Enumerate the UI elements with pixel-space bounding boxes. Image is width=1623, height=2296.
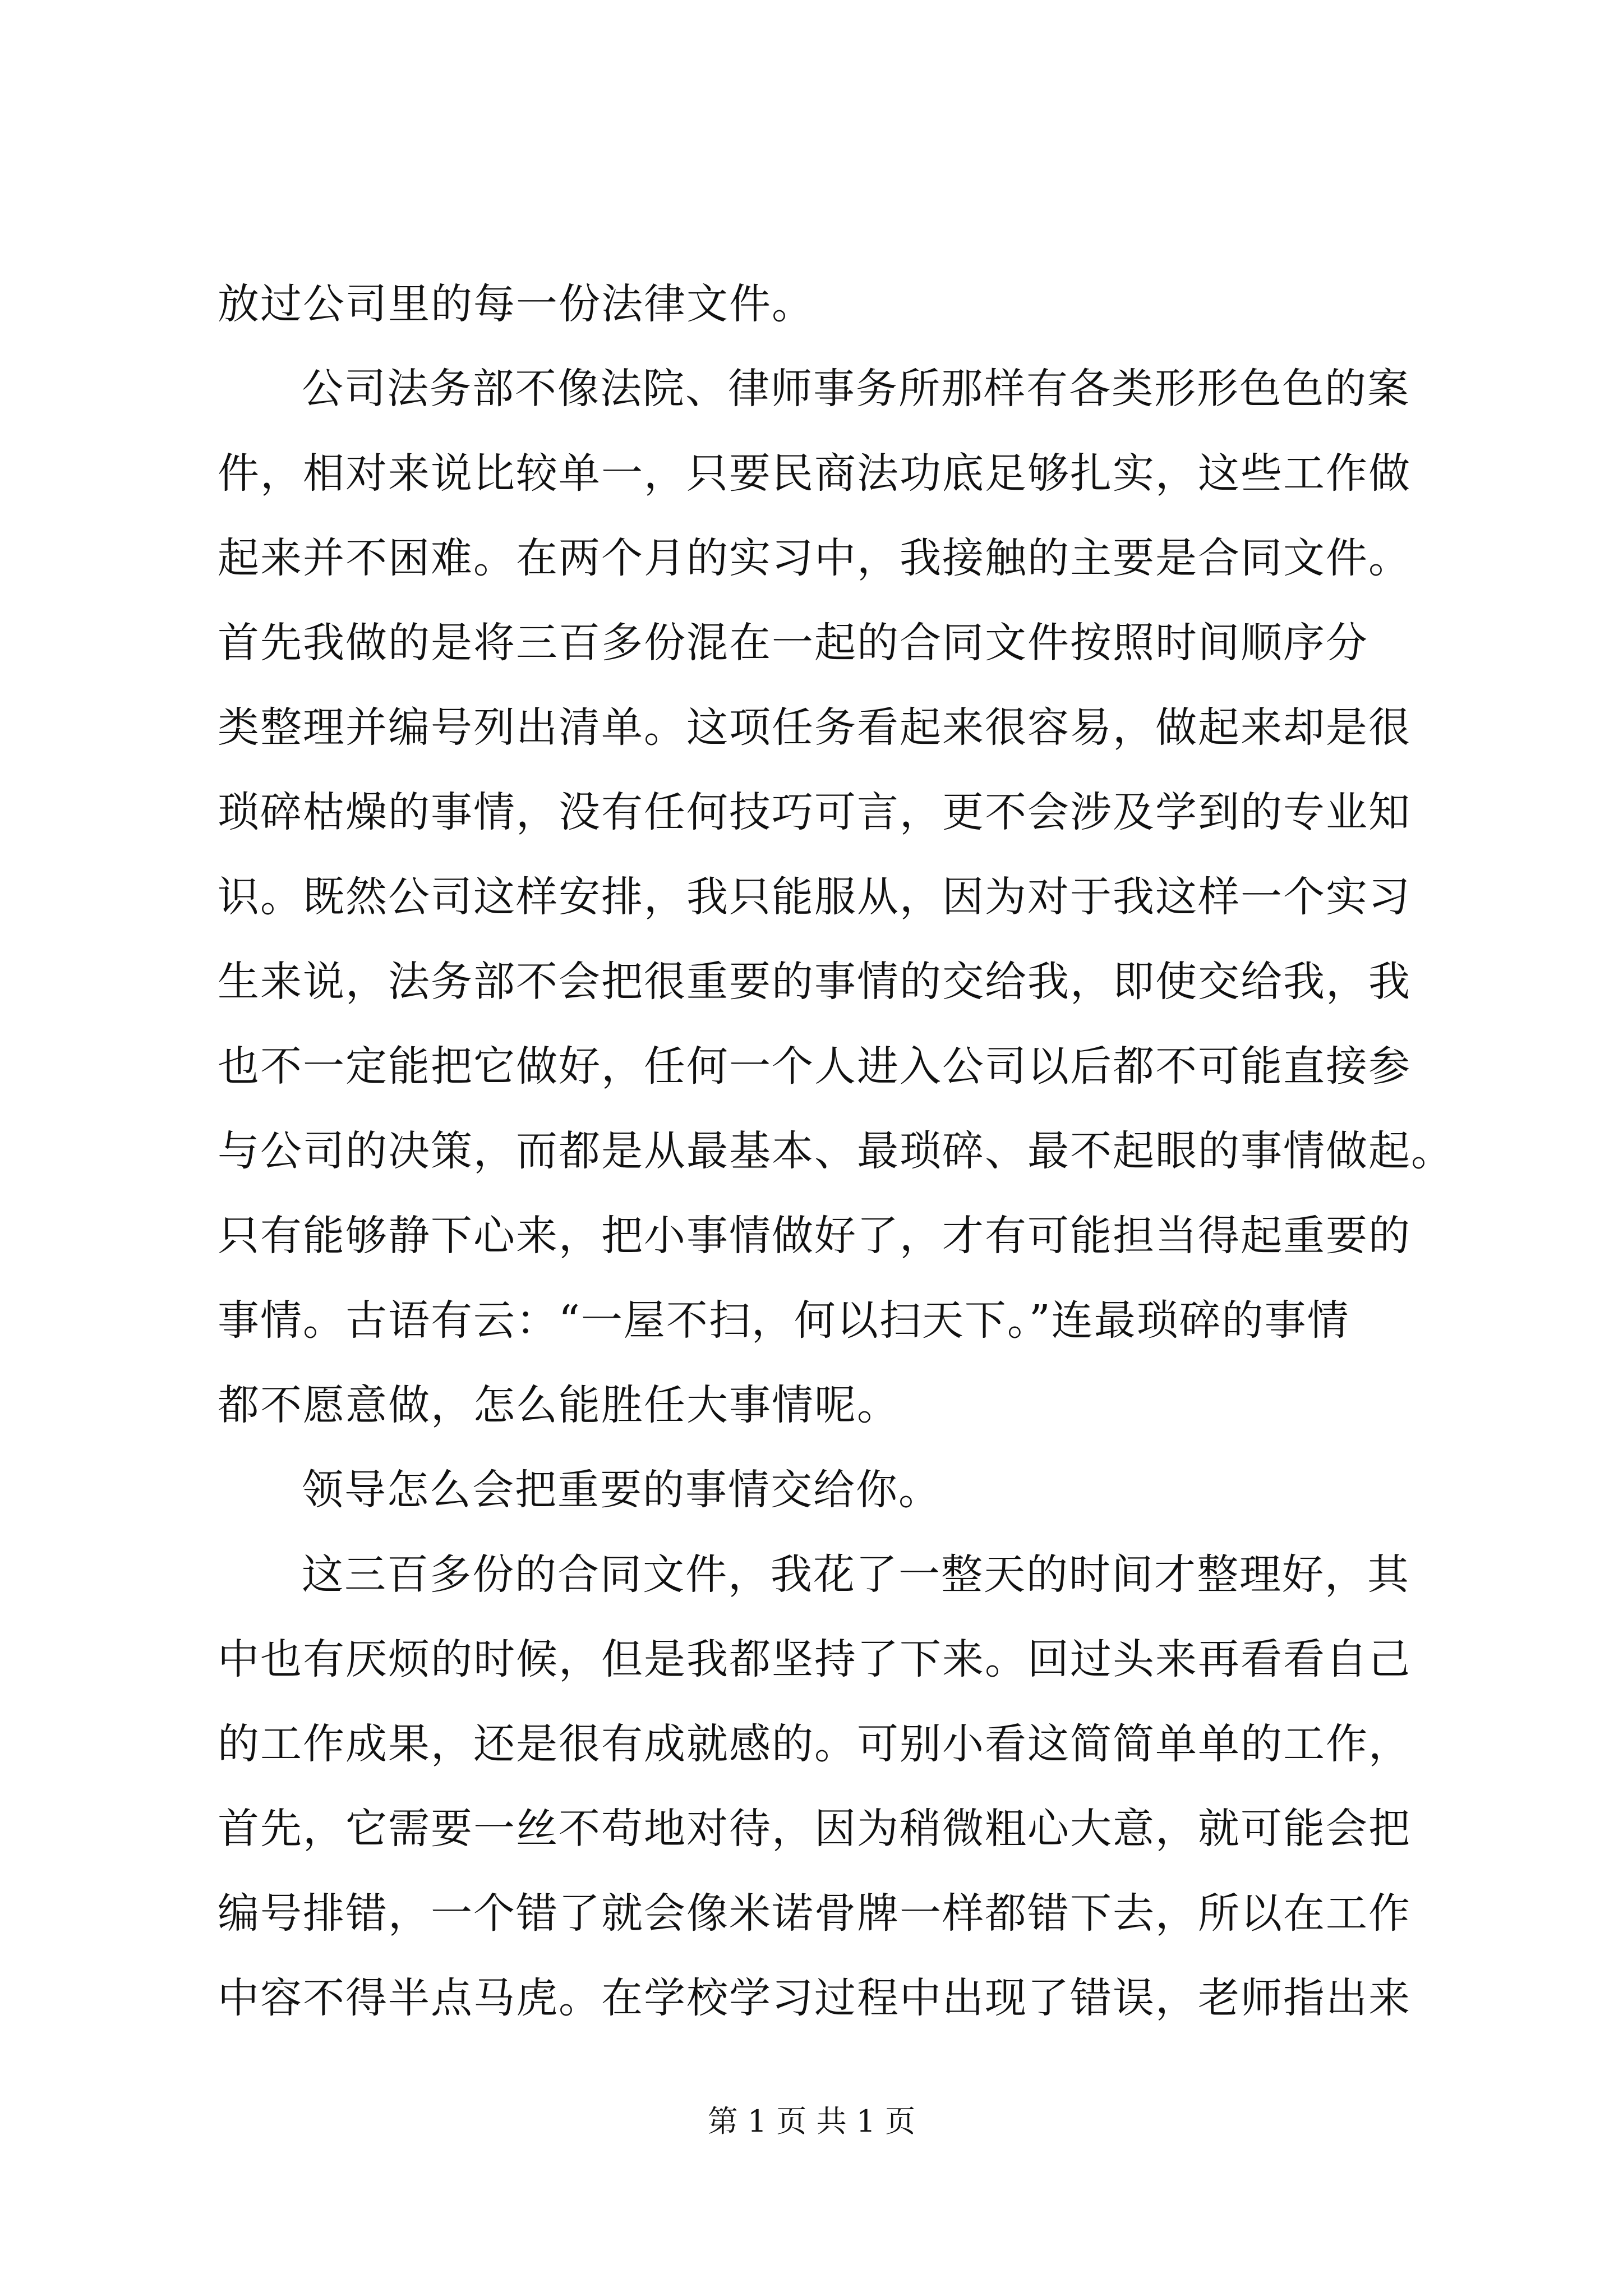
- text-line: 只有能够静下心来，把小事情做好了，才有可能担当得起重要的: [218, 1212, 1411, 1260]
- text-line: 的工作成果，还是很有成就感的。可别小看这简简单单的工作，: [218, 1720, 1411, 1768]
- text-line: 琐碎枯燥的事情，没有任何技巧可言，更不会涉及学到的专业知: [218, 788, 1411, 836]
- text-line: 起来并不困难。在两个月的实习中，我接触的主要是合同文件。: [218, 534, 1411, 582]
- text-line: 类整理并编号列出清单。这项任务看起来很容易，做起来却是很: [218, 703, 1411, 752]
- page-footer: 第 1 页 共 1 页: [707, 2104, 916, 2139]
- paragraph-start-line: 这三百多份的合同文件，我花了一整天的时间才整理好，其: [302, 1550, 1410, 1599]
- text-line: 也不一定能把它做好，任何一个人进入公司以后都不可能直接参: [218, 1042, 1411, 1091]
- text-line: 事情。古语有云：“一屋不扫，何以扫天下。”连最琐碎的事情: [218, 1296, 1350, 1345]
- text-line: 都不愿意做，怎么能胜任大事情呢。: [218, 1381, 900, 1429]
- text-line: 件，相对来说比较单一，只要民商法功底足够扎实，这些工作做: [218, 449, 1411, 498]
- text-line: 生来说，法务部不会把很重要的事情的交给我，即使交给我，我: [218, 958, 1411, 1006]
- text-line: 中容不得半点马虎。在学校学习过程中出现了错误，老师指出来: [218, 1974, 1411, 2022]
- text-line: 中也有厌烦的时候，但是我都坚持了下来。回过头来再看看自己: [218, 1635, 1411, 1683]
- text-line: 首先，它需要一丝不苟地对待，因为稍微粗心大意，就可能会把: [218, 1805, 1411, 1853]
- text-line: 编号排错，一个错了就会像米诺骨牌一样都错下去，所以在工作: [218, 1889, 1411, 1938]
- text-line: 放过公司里的每一份法律文件。: [218, 280, 814, 328]
- paragraph-start-line: 公司法务部不像法院、律师事务所那样有各类形形色色的案: [302, 365, 1410, 413]
- paragraph-start-line: 领导怎么会把重要的事情交给你。: [302, 1466, 941, 1514]
- text-line: 识。既然公司这样安排，我只能服从，因为对于我这样一个实习: [218, 873, 1411, 921]
- text-line: 与公司的决策，而都是从最基本、最琐碎、最不起眼的事情做起。: [218, 1127, 1454, 1175]
- text-line: 首先我做的是将三百多份混在一起的合同文件按照时间顺序分: [218, 619, 1368, 667]
